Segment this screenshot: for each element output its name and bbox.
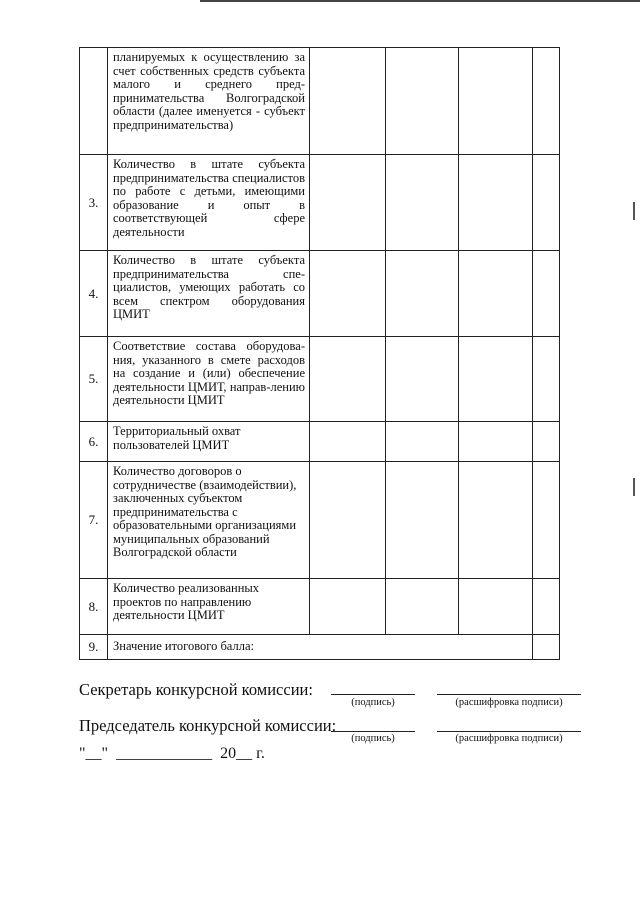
criterion-text: Количество договоров о сотрудничестве (взаимодействии), заключенных субъектом предпринимательства с образовательными организациями муниципальных образований Волгоградской области (113, 464, 297, 559)
score-cell (386, 462, 459, 579)
table-row-continuation (80, 48, 560, 155)
score-cell (533, 337, 560, 422)
table-row (80, 251, 560, 337)
criterion-text: планируемых к осуществлению за счет собственных средств субъекта малого и среднего пред-принимательства Волгоградской области (далее именуется - субъект предпринимательства) (113, 50, 305, 132)
criterion-text: Количество реализованных проектов по направлению деятельности ЦМИТ (113, 581, 260, 622)
scan-mark (633, 478, 635, 496)
chairman-signature-line (331, 731, 415, 732)
row-number: 5. (80, 337, 108, 422)
score-cell (459, 48, 533, 155)
row-number: 8. (80, 579, 108, 635)
score-cell (310, 155, 386, 251)
criterion-cell (108, 251, 310, 337)
row-number: 9. (80, 635, 108, 660)
row-number: 4. (80, 251, 108, 337)
score-cell (459, 251, 533, 337)
table-row (80, 422, 560, 462)
chairman-decoding-caption: (расшифровка подписи) (455, 733, 563, 744)
secretary-decoding-line (437, 694, 581, 695)
criterion-cell (108, 155, 310, 251)
criterion-cell (108, 422, 310, 462)
score-cell (533, 251, 560, 337)
chairman-decoding-line (437, 731, 581, 732)
score-cell (310, 251, 386, 337)
criterion-cell (108, 337, 310, 422)
scan-mark (633, 202, 635, 220)
score-cell (386, 579, 459, 635)
score-cell (459, 462, 533, 579)
score-cell (310, 337, 386, 422)
criterion-text: Территориальный охват пользователей ЦМИТ (113, 424, 241, 452)
secretary-signature-line (331, 694, 415, 695)
score-cell (310, 422, 386, 462)
score-cell (533, 155, 560, 251)
total-score-cell (533, 635, 560, 660)
score-cell (459, 155, 533, 251)
score-cell (533, 422, 560, 462)
chairman-label: Председатель конкурсной комиссии: (79, 716, 337, 735)
score-cell (310, 48, 386, 155)
chairman-signature-caption: (подпись) (351, 733, 395, 744)
row-number: 7. (80, 462, 108, 579)
criterion-cell (108, 48, 310, 155)
criteria-table (79, 47, 560, 660)
secretary-label: Секретарь конкурсной комиссии: (79, 680, 313, 699)
score-cell (386, 155, 459, 251)
score-cell (310, 579, 386, 635)
secretary-decoding-caption: (расшифровка подписи) (455, 697, 563, 708)
date-field: "__" ____________ 20__ г. (79, 745, 265, 762)
row-number: 6. (80, 422, 108, 462)
scan-edge-line (200, 0, 640, 2)
score-cell (459, 337, 533, 422)
score-cell (386, 422, 459, 462)
row-number-cell (80, 48, 108, 155)
table-row-total (80, 635, 560, 660)
criterion-cell (108, 579, 310, 635)
table-row (80, 155, 560, 251)
score-cell (386, 251, 459, 337)
score-cell (386, 337, 459, 422)
score-cell (533, 48, 560, 155)
total-score-label: Значение итогового балла: (108, 635, 533, 660)
criterion-text: Количество в штате субъекта предпринимательства специалистов по работе с детьми, имеющими образование и опыт в соответствующей сфере деятельности (113, 157, 305, 239)
score-cell (459, 579, 533, 635)
score-cell (310, 462, 386, 579)
criterion-text: Соответствие состава оборудова-ния, указанного в смете расходов на создание и (или) обеспечение деятельности ЦМИТ, направ-лению деятельности ЦМИТ (113, 339, 305, 407)
score-cell (533, 579, 560, 635)
criterion-cell (108, 462, 310, 579)
score-cell (386, 48, 459, 155)
row-number: 3. (80, 155, 108, 251)
table-row (80, 579, 560, 635)
score-cell (459, 422, 533, 462)
criterion-text: Количество в штате субъекта предпринимательства спе-циалистов, умеющих работать со всем спектром оборудования ЦМИТ (113, 253, 305, 321)
score-cell (533, 462, 560, 579)
table-row (80, 337, 560, 422)
secretary-signature-caption: (подпись) (351, 697, 395, 708)
table-row (80, 462, 560, 579)
